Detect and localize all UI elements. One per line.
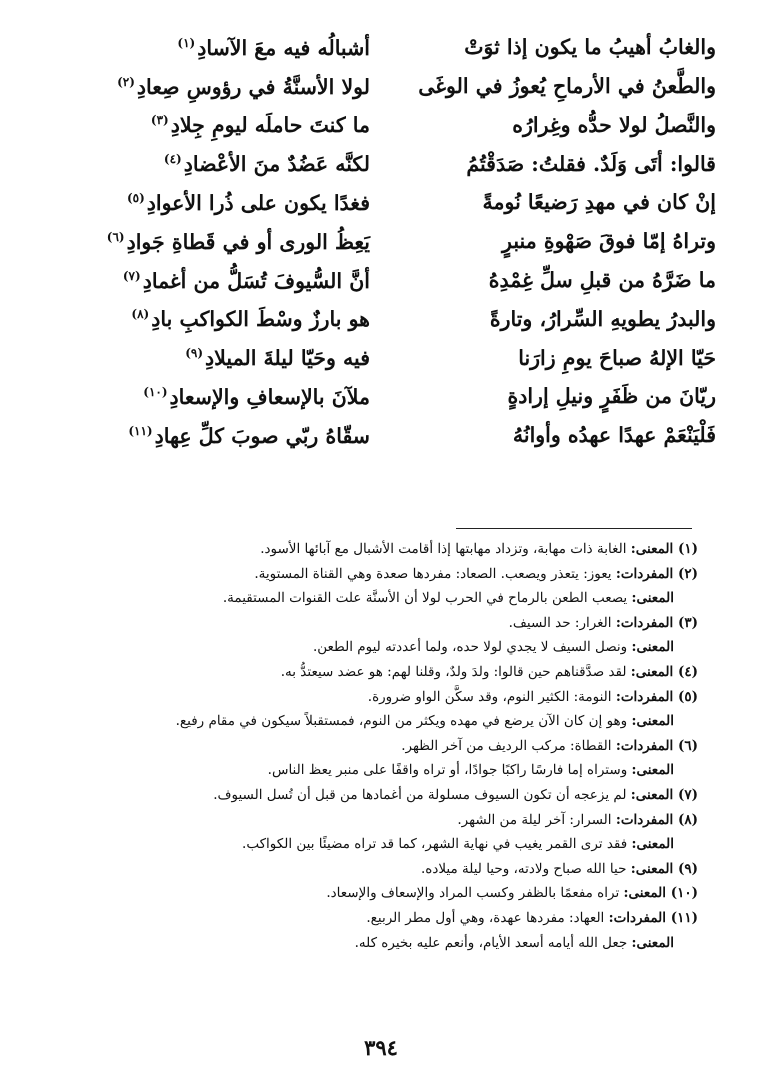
footnote-label: (٦) المفردات: xyxy=(615,737,698,754)
footnote-text: حيا الله صباح ولادته، وحيا ليلة ميلاده. xyxy=(420,860,631,877)
verse-second-hemistich xyxy=(30,192,370,213)
footnote-line xyxy=(78,611,698,636)
footnote-label: المعنى: xyxy=(631,762,674,779)
verse-second-text: هو بارزٌ وسْطَ الكواكبِ بادِ xyxy=(151,307,370,332)
footnote-marker: (٩) xyxy=(185,346,204,361)
footnote-text: لقد صدَّقناهم حين قالوا: ولدَ ولدٌ، وقلنا لهم: هو عضد سيعتدُّ به. xyxy=(280,663,631,680)
footnote-line xyxy=(78,881,698,906)
footnote-label: (٧) المعنى: xyxy=(630,786,698,803)
verse-first-hemistich: ما ضَرَّهُ من قبلِ سلِّ غِمْدِهُ xyxy=(488,267,716,292)
footnote-text: تراه مفعمًا بالظفر وكسب المراد والإسعاف والإسعاد. xyxy=(326,885,624,902)
footnote-line xyxy=(78,537,698,562)
footnote-marker: (٨) xyxy=(131,307,150,322)
footnotes xyxy=(78,537,698,955)
footnote-line xyxy=(78,562,698,587)
verse-first-hemistich: حَيّا الإلهُ صباحَ يومِ زارَنا xyxy=(518,345,716,370)
verse-second-text: لكنَّه عَضُدٌ منَ الأعْضادِ xyxy=(183,151,370,176)
footnote-label: المعنى: xyxy=(631,934,674,951)
footnote-label: (٣) المفردات: xyxy=(615,614,698,631)
footnote-label: المعنى: xyxy=(631,639,674,656)
verse-second-hemistich xyxy=(30,113,370,138)
verse-first-hemistich: وتراهُ إمّا فوقَ صَهْوةِ منبرٍ xyxy=(502,229,716,254)
footnote-label: المعنى: xyxy=(631,590,674,607)
footnote-line xyxy=(78,734,698,759)
verse-line xyxy=(30,338,716,377)
verse-second-hemistich xyxy=(30,231,370,252)
footnote-text: فقد ترى القمر يغيب في نهاية الشهر، كما قد تراه مضيئًا بين الكواكب. xyxy=(242,836,632,853)
verse-second-hemistich xyxy=(30,307,370,332)
verse-second-text: فيه وحَيّا ليلةَ الميلادِ xyxy=(205,345,370,370)
footnote-text: العهاد: مفردها عهدة، وهي أول مطر الربيع. xyxy=(366,909,609,926)
footnote-text: ونصل السيف لا يجدي لولا حده، ولما أعددته ليوم الطعن. xyxy=(312,639,632,656)
verse-first-hemistich: والنَّصلُ لولا حدُّه وغِرارُه xyxy=(512,112,716,137)
footnote-line xyxy=(78,635,698,660)
footnote-label: (٨) المفردات: xyxy=(615,811,698,828)
verse-second-text: فغدًا يكون على ذُرا الأعوادِ xyxy=(146,190,370,215)
verse-line xyxy=(30,67,716,106)
verse-second-hemistich xyxy=(30,425,370,446)
verse-second-hemistich xyxy=(30,270,370,291)
verse-second-text: سقّاهُ ربّي صوبَ كلِّ عِهادِ xyxy=(154,423,370,448)
footnote-marker: (٤) xyxy=(163,152,182,167)
verse-line xyxy=(30,106,716,145)
footnote-text: يصعب الطعن بالرماح في الحرب لولا أن الأسنَّة علت القنوات المستقيمة. xyxy=(222,590,632,607)
footnote-text: وهو إن كان الآن يرضع في مهده ويكثر من النوم، فمستقبلاً سيكون في مقام رفيع. xyxy=(175,713,632,730)
verse-first-hemistich: قالوا: أتَى وَلَدٌ. فقلتُ: صَدَقْتُمُ xyxy=(466,151,716,176)
footnote-marker: (٢) xyxy=(117,74,135,89)
footnote-marker: (٦) xyxy=(106,229,125,244)
verse-second-hemistich xyxy=(30,153,370,174)
footnote-marker: (١) xyxy=(177,35,196,50)
footnote-label: (١٠) المعنى: xyxy=(623,885,698,902)
verse-second-text: ملآنَ بالإسعافِ والإسعادِ xyxy=(169,384,370,409)
verse-second-text: أشبالُه فيه معَ الآسادِ xyxy=(197,35,370,60)
footnote-text: وستراه إما فارسًا راكبًا جوادًا، أو تراه واقفًا على منبر يعظ الناس. xyxy=(267,762,632,779)
verse-first-hemistich: والبدرُ يطويهِ السِّرارُ، وتارةً xyxy=(489,306,716,331)
verse-line xyxy=(30,416,716,455)
footnote-text: القطاة: مركب الرديف من آخر الظهر. xyxy=(401,737,616,754)
footnote-line xyxy=(78,685,698,710)
verse-first-hemistich: ريّانَ من ظَفَرٍ ونيلِ إرادةٍ xyxy=(507,384,716,409)
footnote-label: (١١) المفردات: xyxy=(608,909,698,926)
verse-line xyxy=(30,144,716,183)
verse-second-hemistich xyxy=(30,347,370,368)
footnote-label: (١) المعنى: xyxy=(630,541,698,557)
verse-second-text: أنَّ السُّيوفَ تُسَلُّ من أغمادِ xyxy=(142,268,370,293)
footnote-line xyxy=(78,832,698,857)
footnote-label: المعنى: xyxy=(631,713,674,730)
footnote-line xyxy=(78,808,698,833)
poem-verses xyxy=(30,28,716,455)
footnote-text: الغرار: حد السيف. xyxy=(508,614,616,631)
verse-line xyxy=(30,261,716,300)
footnote-line xyxy=(78,906,698,931)
footnote-line xyxy=(78,709,698,734)
verse-first-hemistich: والطَّعنُ في الأرماحِ يُعوزُ في الوغَى xyxy=(418,73,716,98)
footnote-text: جعل الله أيامه أسعد الأيام، وأنعم عليه بخيره كله. xyxy=(354,934,632,951)
verse-second-hemistich xyxy=(30,37,370,58)
footnote-label: (٩) المعنى: xyxy=(630,860,698,877)
footnote-marker: (٣) xyxy=(150,113,169,128)
footnote-marker: (٥) xyxy=(126,190,145,205)
footnote-line xyxy=(78,931,698,956)
footnote-text: يعوز: يتعذر ويصعب. الصعاد: مفردها صعدة وهي القناة المستوية. xyxy=(254,565,616,582)
page-number: ٣٩٤ xyxy=(364,1035,398,1060)
verse-line xyxy=(30,183,716,222)
footnote-text: الغابة ذات مهابة، وتزداد مهابتها إذا أقامت الأشبال مع آبائها الأسود. xyxy=(260,541,631,557)
verse-second-text: يَعِظُ الورى أو في قَطاةِ جَوادِ xyxy=(126,229,370,254)
footnote-line xyxy=(78,586,698,611)
footnote-line xyxy=(78,857,698,882)
footnote-line xyxy=(78,660,698,685)
footnote-line xyxy=(78,758,698,783)
footnote-marker: (١١) xyxy=(128,423,153,438)
footnote-text: النومة: الكثير النوم، وقد سكَّن الواو ضرورة. xyxy=(367,688,616,705)
verse-first-hemistich: والغابُ أهيبُ ما يكون إذا ثوَتْ xyxy=(464,35,716,60)
verse-second-hemistich xyxy=(30,386,370,407)
footnote-separator xyxy=(456,528,692,529)
verse-second-text: لولا الأسنَّةُ في رؤوسِ صِعادِ xyxy=(136,74,370,99)
verse-second-text: ما كنتَ حاملَه ليومِ جِلادِ xyxy=(170,113,370,138)
footnote-text: لم يزعجه أن تكون السيوف مسلولة من أغمادها من قبل أن تُسل السيوف. xyxy=(213,786,631,803)
footnote-marker: (١٠) xyxy=(143,384,168,399)
footnote-label: (٤) المعنى: xyxy=(630,663,698,680)
verse-line xyxy=(30,222,716,261)
verse-first-hemistich: فَلْيَنْعَمْ عهدًا عهدُه وأوانُهُ xyxy=(512,423,716,448)
footnote-marker: (٧) xyxy=(122,268,141,283)
verse-line xyxy=(30,28,716,67)
footnote-line xyxy=(78,783,698,808)
verse-line xyxy=(30,300,716,339)
verse-second-hemistich xyxy=(30,76,370,97)
footnote-label: المعنى: xyxy=(631,836,674,853)
footnote-text: السرار: آخر ليلة من الشهر. xyxy=(457,811,616,828)
verse-line xyxy=(30,377,716,416)
footnote-label: (٥) المفردات: xyxy=(615,688,698,705)
verse-first-hemistich: إنْ كان في مهدِ رَضيعًا نُومةً xyxy=(482,190,716,215)
footnote-label: (٢) المفردات: xyxy=(615,565,698,582)
